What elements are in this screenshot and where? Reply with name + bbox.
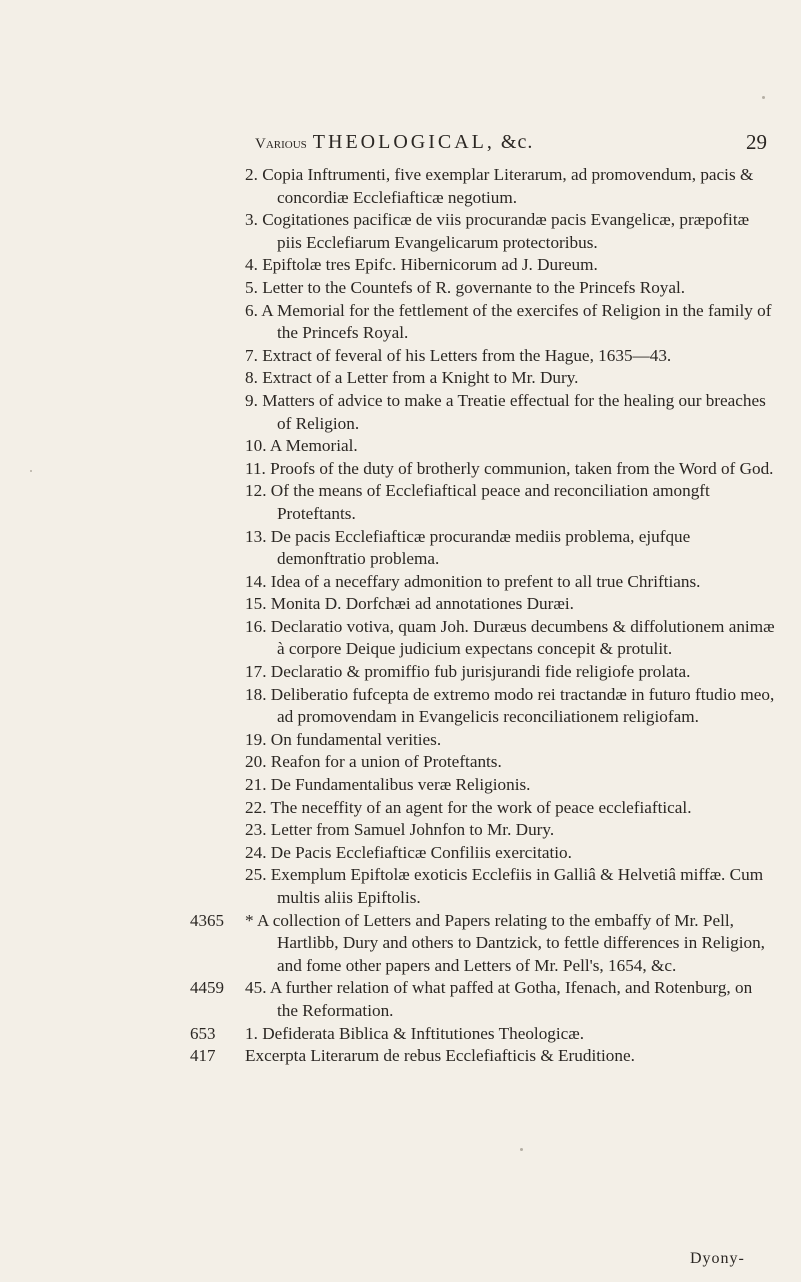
- shelf-number: 4365: [190, 910, 224, 930]
- catalogue-entry: [245, 458, 777, 481]
- entry-text: 10. A Memorial.: [245, 436, 358, 456]
- catalogue-entry: [245, 571, 777, 594]
- catalogue-entry: [245, 616, 777, 661]
- entry-text: 5. Letter to the Countefs of R. governante to the Princefs Royal.: [245, 277, 686, 297]
- entry-text: 3. Cogitationes pacificæ de viis procurandæ pacis Evangelicæ, præpofitæ piis Ecclefiarum Evangelicarum protectoribus.: [245, 210, 750, 252]
- entry-text: 4. Epiftolæ tres Epifc. Hibernicorum ad J. Dureum.: [245, 255, 598, 275]
- catalogue-entry: [245, 277, 777, 300]
- catalogue-entry: [245, 593, 777, 616]
- entry-text: Excerpta Literarum de rebus Ecclefiafticis & Eruditione.: [245, 1046, 635, 1066]
- header-various: Various: [255, 136, 307, 152]
- catalogue-entry: [245, 300, 777, 345]
- entry-text: 15. Monita D. Dorfchæi ad annotationes Duræi.: [245, 594, 574, 614]
- paper-speck: [30, 470, 32, 472]
- entry-text: 21. De Fundamentalibus veræ Religionis.: [245, 775, 531, 795]
- entry-text: 14. Idea of a neceffary admonition to prefent to all true Chriftians.: [245, 571, 701, 591]
- shelf-number: 4459: [190, 978, 224, 998]
- catalogue-entry: [245, 390, 777, 435]
- catalogue-entry: [245, 367, 777, 390]
- catalogue-entry: [245, 729, 777, 752]
- paper-speck: [520, 1148, 523, 1151]
- header-theological: THEOLOGICAL,: [312, 131, 495, 153]
- entry-text: 2. Copia Inftrumenti, five exemplar Literarum, ad promovendum, pacis & concordiæ Ecclefiafticæ negotium.: [245, 165, 754, 207]
- catalogue-entry: [245, 661, 777, 684]
- entry-text: * A collection of Letters and Papers relating to the embaffy of Mr. Pell, Hartlibb, Dury and others to Dantzick, to fettle differences in Religion, and fome other papers and Letters of Mr. Pell's, 1654, &c.: [245, 910, 765, 975]
- entry-text: 17. Declaratio & promiffio fub jurisjurandi fide religiofe prolata.: [245, 662, 691, 682]
- catalogue-entry: [245, 797, 777, 820]
- catalogue-entry: [190, 977, 777, 1022]
- catalogue-entry: [245, 774, 777, 797]
- catalogue-entry: [245, 254, 777, 277]
- catalogue-entry: [190, 1045, 777, 1068]
- entry-text: 23. Letter from Samuel Johnfon to Mr. Dury.: [245, 820, 555, 840]
- catalogue-entry: [245, 435, 777, 458]
- catalogue-list: [0, 164, 801, 1068]
- catalogue-entry: [245, 684, 777, 729]
- entry-text: 13. De pacis Ecclefiafticæ procurandæ mediis problema, ejufque demonftratio problema.: [245, 526, 691, 569]
- catalogue-entry: [245, 209, 777, 254]
- catalogue-entry: [245, 842, 777, 865]
- catalogue-entry: [245, 345, 777, 368]
- shelf-number: 417: [190, 1046, 216, 1066]
- entry-text: 19. On fundamental verities.: [245, 729, 442, 749]
- catalogue-entry: [245, 864, 777, 909]
- shelf-number: 653: [190, 1023, 216, 1043]
- header-etc: &c.: [500, 131, 534, 153]
- paper-speck: [762, 96, 765, 99]
- entry-text: 8. Extract of a Letter from a Knight to Mr. Dury.: [245, 368, 579, 388]
- entry-text: 12. Of the means of Ecclefiaftical peace and reconciliation amongft Proteftants.: [245, 481, 710, 523]
- entry-text: 11. Proofs of the duty of brotherly communion, taken from the Word of God.: [245, 458, 774, 478]
- catalogue-entry: [245, 480, 777, 525]
- entry-text: 18. Deliberatio fufcepta de extremo modo rei tractandæ in futuro ftudio meo, ad promovendam in Evangelicis reconciliationem religiofam.: [245, 684, 775, 727]
- entry-text: 22. The neceffity of an agent for the work of peace ecclefiaftical.: [245, 797, 692, 817]
- catalogue-entry: [245, 164, 777, 209]
- catalogue-entry: [190, 1023, 777, 1046]
- entry-text: 45. A further relation of what paffed at Gotha, Ifenach, and Rotenburg, on the Reformation.: [245, 978, 753, 1020]
- entry-text: 9. Matters of advice to make a Treatie effectual for the healing our breaches of Religion.: [245, 390, 766, 433]
- catchword: Dyony-: [690, 1250, 745, 1267]
- catalogue-entry: [245, 819, 777, 842]
- entry-text: 7. Extract of feveral of his Letters from the Hague, 1635—43.: [245, 345, 672, 365]
- entry-text: 16. Declaratio votiva, quam Joh. Duræus decumbens & diffolutionem animæ à corpore Deique judicium expectans concepit & protulit.: [245, 616, 775, 659]
- entry-text: 25. Exemplum Epiftolæ exoticis Ecclefiis in Galliâ & Helvetiâ miffæ. Cum multis aliis Epiftolis.: [245, 865, 764, 907]
- catalogue-entry: [245, 751, 777, 774]
- running-header: [255, 131, 675, 154]
- entry-text: 20. Reafon for a union of Proteftants.: [245, 752, 502, 772]
- entry-text: 24. De Pacis Ecclefiafticæ Confiliis exercitatio.: [245, 842, 572, 862]
- page-number: 29: [746, 130, 767, 154]
- catalogue-entry: [190, 910, 777, 978]
- entry-text: 6. A Memorial for the fettlement of the exercifes of Religion in the family of the Princefs Royal.: [245, 300, 772, 343]
- entry-text: 1. Defiderata Biblica & Inftitutiones Theologicæ.: [245, 1023, 585, 1043]
- catalogue-entry: [245, 526, 777, 571]
